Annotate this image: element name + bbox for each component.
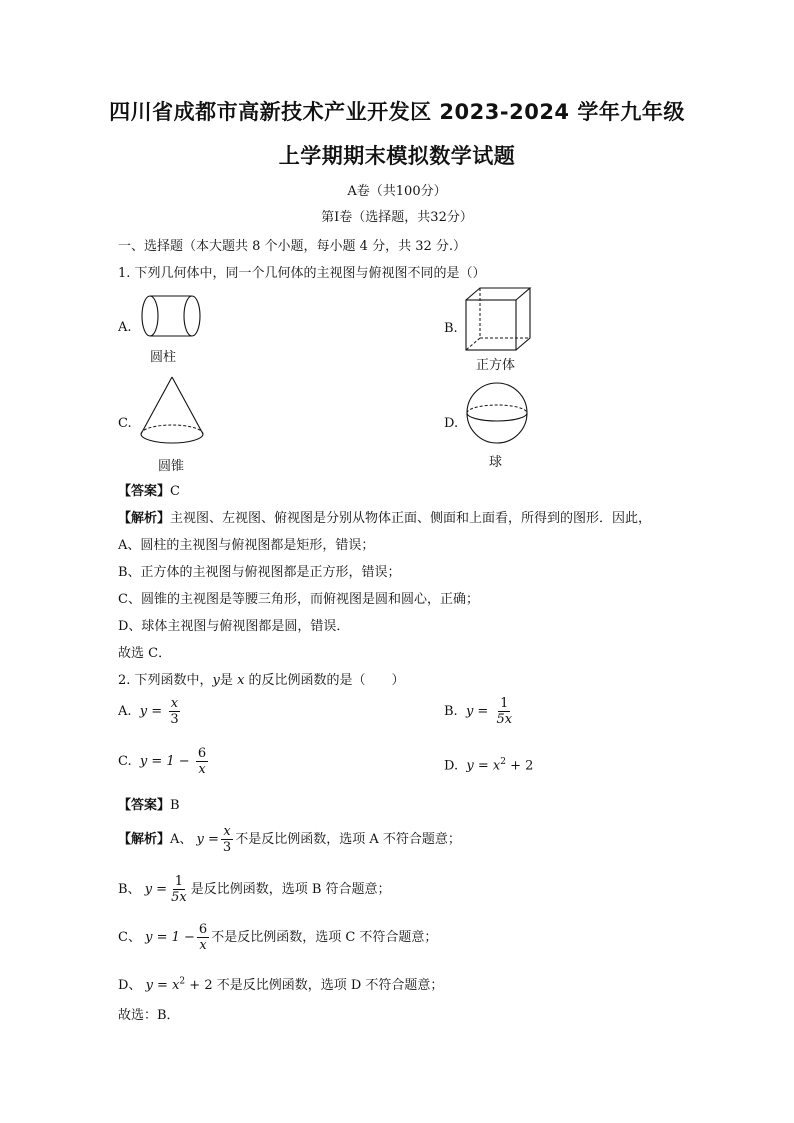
analysis-label: 【解析】 — [118, 511, 171, 526]
analysis-label: 【解析】 — [118, 832, 171, 847]
line-text: 不是反比例函数，选项 D 不符合题意； — [212, 978, 444, 993]
q2-option-c-letter: C. — [118, 754, 132, 769]
q2-option-b-letter: B. — [444, 704, 458, 719]
q2-stem-part-b: 是 — [219, 673, 233, 688]
analysis-text: 主视图、左视图、俯视图是分别从物体正面、侧面和上面看，所得到的图形．因此， — [170, 511, 652, 526]
q2-option-c-lhs: y = 1 − — [139, 754, 190, 769]
q1-option-a-letter: A. — [118, 320, 132, 335]
fraction — [197, 922, 209, 953]
q2-option-a — [118, 696, 183, 727]
q1-conclusion: 故选 C． — [118, 646, 172, 661]
answer-label: 【答案】 — [118, 484, 171, 499]
q2-option-d-lhs: y = x — [466, 758, 501, 774]
answer-value: B — [170, 798, 180, 813]
q1-option-b-caption: 正方体 — [476, 358, 516, 373]
q2-analysis-line-d — [118, 974, 443, 993]
q1-answer — [118, 480, 180, 499]
denominator: 5x — [171, 890, 187, 905]
q1-analysis-line-b: B、正方体的主视图与俯视图都是正方形，错误； — [118, 565, 401, 580]
section-heading: 一、选择题（本大题共 8 个小题，每小题 4 分，共 32 分.） — [118, 239, 467, 254]
numerator: x — [223, 824, 231, 839]
expr-lhs: y = x — [145, 978, 180, 993]
q1-option-d-letter: D. — [444, 416, 459, 431]
denominator: 5x — [496, 712, 513, 727]
q2-option-d — [444, 757, 533, 773]
q2-option-d-letter: D. — [444, 758, 459, 774]
q2-option-a-letter: A. — [118, 704, 132, 719]
q2-option-c — [118, 746, 210, 777]
q1-option-c-letter: C. — [118, 416, 132, 431]
q2-stem-x: x — [237, 673, 245, 688]
q1-analysis-line-a: A、圆柱的主视图与俯视图都是矩形，错误； — [118, 538, 375, 553]
title-line-2: 上学期期末模拟数学试题 — [278, 144, 516, 168]
line-text: 不是反比例函数，选项 C 不符合题意； — [211, 930, 438, 945]
q2-option-b-lhs: y = — [465, 704, 489, 719]
sphere-figure — [464, 380, 530, 446]
expr-lhs: y = — [196, 832, 219, 847]
q2-option-c-fraction — [196, 746, 208, 777]
numerator: x — [170, 696, 179, 711]
expr-tail: + 2 — [185, 978, 213, 993]
fraction — [221, 824, 233, 855]
q2-analysis-line-b — [118, 874, 391, 905]
q1-option-a-caption: 圆柱 — [150, 350, 177, 365]
q1-analysis-line-d: D、球体主视图与俯视图都是圆，错误． — [118, 619, 350, 634]
q1-option-b-letter: B. — [444, 321, 458, 336]
q2-option-a-lhs: y = — [139, 704, 163, 719]
expr-lhs: y = 1 − — [145, 930, 195, 945]
q2-stem-part-c: 的反比例函数的是（ ） — [248, 673, 405, 688]
line-prefix: D、 — [118, 978, 142, 993]
question-1-stem: 1. 下列几何体中，同一个几何体的主视图与俯视图不同的是（） — [118, 266, 486, 281]
q2-analysis-line-c — [118, 922, 437, 953]
line-prefix: A、 — [170, 832, 193, 847]
exponent: 2 — [179, 976, 186, 987]
q1-option-c-caption: 圆锥 — [158, 459, 185, 474]
numerator: 1 — [500, 696, 509, 711]
q2-analysis-line-a — [118, 824, 461, 855]
volume-label: A卷（共100分） — [347, 184, 447, 199]
denominator: 3 — [170, 712, 179, 727]
answer-label: 【答案】 — [118, 798, 171, 813]
cylinder-figure — [136, 294, 208, 342]
line-prefix: C、 — [118, 930, 141, 945]
q1-analysis-line-c: C、圆锥的主视图是等腰三角形，而俯视图是圆和圆心，正确； — [118, 592, 479, 607]
answer-value: C — [170, 484, 180, 499]
numerator: 1 — [174, 874, 184, 889]
q2-stem-part-a: 2. 下列函数中， — [118, 673, 213, 688]
q2-answer — [118, 794, 180, 813]
q2-stem-y: y — [212, 673, 220, 688]
denominator: x — [199, 938, 207, 953]
question-2-stem — [118, 669, 405, 688]
numerator: 6 — [197, 746, 207, 761]
line-prefix: B、 — [118, 882, 141, 897]
part-label: 第Ⅰ卷（选择题，共32分） — [321, 210, 473, 225]
denominator: x — [198, 762, 206, 777]
expr-lhs: y = — [144, 882, 168, 897]
q2-option-a-fraction — [168, 696, 180, 727]
q2-option-b — [444, 696, 516, 727]
line-text: 是反比例函数，选项 B 符合题意； — [190, 882, 391, 897]
cube-figure — [463, 286, 535, 352]
q2-option-d-tail: + 2 — [505, 758, 534, 774]
q1-analysis — [118, 507, 651, 526]
q2-option-b-fraction — [494, 696, 514, 727]
q2-conclusion: 故选：B． — [118, 1008, 180, 1023]
line-text: 不是反比例函数，选项 A 不符合题意； — [235, 832, 461, 847]
q1-option-d-caption: 球 — [489, 455, 503, 470]
numerator: 6 — [198, 922, 208, 937]
fraction — [169, 874, 189, 905]
title-line-1: 四川省成都市高新技术产业开发区 2023-2024 学年九年级 — [109, 100, 685, 124]
denominator: 3 — [222, 840, 232, 855]
cone-figure — [136, 374, 208, 448]
exponent: 2 — [500, 757, 506, 767]
